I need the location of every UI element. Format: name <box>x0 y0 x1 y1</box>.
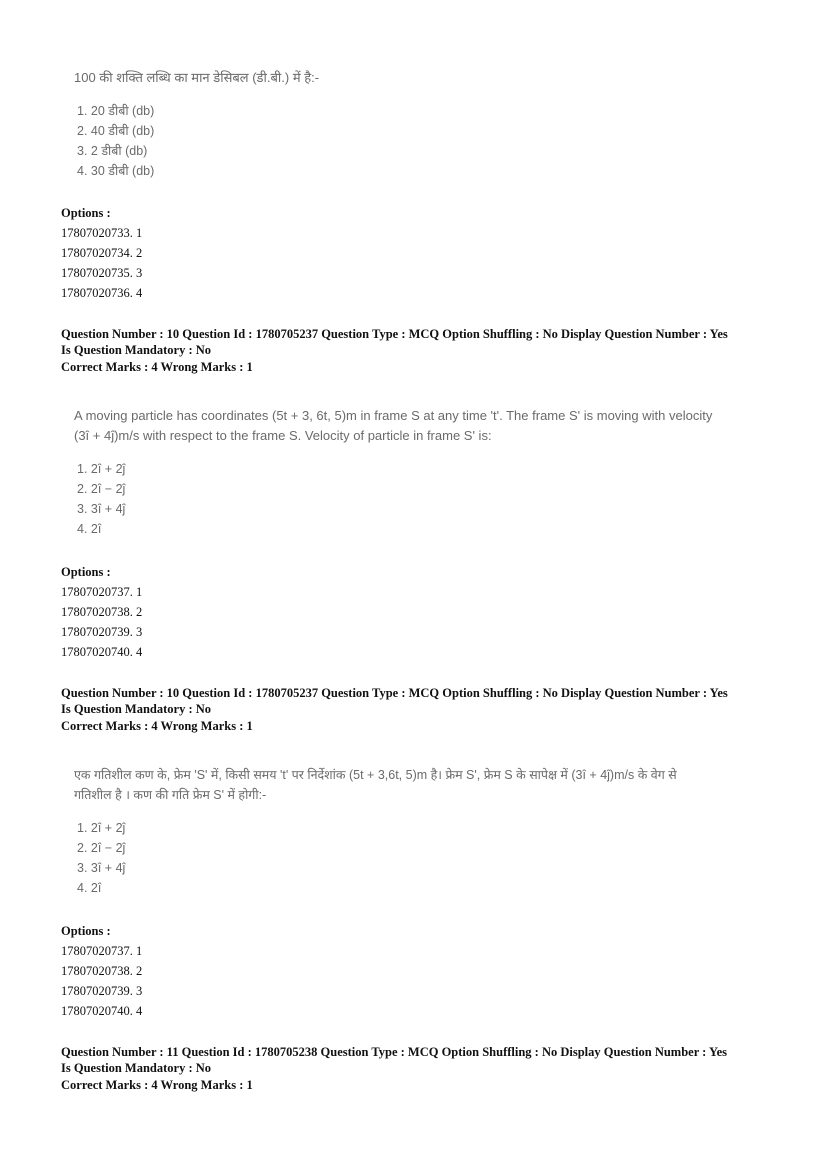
options-header: Options : <box>61 924 111 938</box>
answer-choice: 2. 2î − 2ĵ <box>77 482 126 496</box>
options-list <box>61 203 142 303</box>
question-stem-line: (3î + 4ĵ)m/s with respect to the frame S. Velocity of particle in frame S' is: <box>74 428 492 443</box>
option-row: 17807020738. 2 <box>61 964 143 978</box>
answer-choice: 4. 2î <box>77 522 102 536</box>
option-row: 17807020737. 1 <box>61 944 143 958</box>
option-row: 17807020738. 2 <box>61 605 143 619</box>
option-row: 17807020736. 4 <box>61 286 143 300</box>
answer-choice: 3. 3î + 4ĵ <box>77 861 126 875</box>
question-marks: Correct Marks : 4 Wrong Marks : 1 <box>61 360 253 374</box>
question-stem-line: A moving particle has coordinates (5t + 3, 6t, 5)m in frame S at any time 't'. The frame S' is moving with velocity <box>74 408 713 423</box>
question-marks: Correct Marks : 4 Wrong Marks : 1 <box>61 1078 253 1092</box>
answer-choice: 2. 40 डीबी (db) <box>77 124 155 138</box>
question-stem: 100 की शक्ति लब्धि का मान डेसिबल (डी.बी.) में है:- <box>74 70 320 85</box>
option-row: 17807020740. 4 <box>61 1004 143 1018</box>
option-row: 17807020733. 1 <box>61 226 143 240</box>
answer-choice: 3. 2 डीबी (db) <box>77 144 148 158</box>
answer-choice: 1. 20 डीबी (db) <box>77 104 155 118</box>
answer-choice: 1. 2î + 2ĵ <box>77 821 126 835</box>
answer-choice: 2. 2î − 2ĵ <box>77 841 126 855</box>
option-row: 17807020734. 2 <box>61 246 143 260</box>
question-meta-line: Question Number : 10 Question Id : 1780705237 Question Type : MCQ Option Shuffling : No Display Question Number : Yes <box>61 686 728 700</box>
question-meta-line: Question Number : 10 Question Id : 1780705237 Question Type : MCQ Option Shuffling : No Display Question Number : Yes <box>61 327 728 341</box>
option-row: 17807020739. 3 <box>61 625 143 639</box>
answer-choice: 4. 30 डीबी (db) <box>77 164 155 178</box>
option-row: 17807020735. 3 <box>61 266 143 280</box>
options-list <box>61 921 142 1021</box>
question-mandatory: Is Question Mandatory : No <box>61 702 212 716</box>
question-stem-line: गतिशील है । कण की गति फ्रेम S' में होगी:- <box>74 788 267 802</box>
answer-choice: 3. 3î + 4ĵ <box>77 502 126 516</box>
options-header: Options : <box>61 565 111 579</box>
question-stem-line: एक गतिशील कण के, फ्रेम 'S' में, किसी समय 't' पर निर्देशांक (5t + 3,6t, 5)m है। फ्रेम S', फ्रेम S के सापेक्ष में (3î + 4ĵ)m/s के वेग से <box>74 768 677 782</box>
option-row: 17807020740. 4 <box>61 645 143 659</box>
answer-choice: 4. 2î <box>77 881 102 895</box>
question-meta-line: Question Number : 11 Question Id : 1780705238 Question Type : MCQ Option Shuffling : No Display Question Number : Yes <box>61 1045 728 1059</box>
question-mandatory: Is Question Mandatory : No <box>61 343 212 357</box>
option-row: 17807020737. 1 <box>61 585 143 599</box>
options-list <box>61 562 142 662</box>
option-row: 17807020739. 3 <box>61 984 143 998</box>
answer-choice: 1. 2î + 2ĵ <box>77 462 126 476</box>
question-marks: Correct Marks : 4 Wrong Marks : 1 <box>61 719 253 733</box>
options-header: Options : <box>61 206 111 220</box>
question-mandatory: Is Question Mandatory : No <box>61 1061 212 1075</box>
